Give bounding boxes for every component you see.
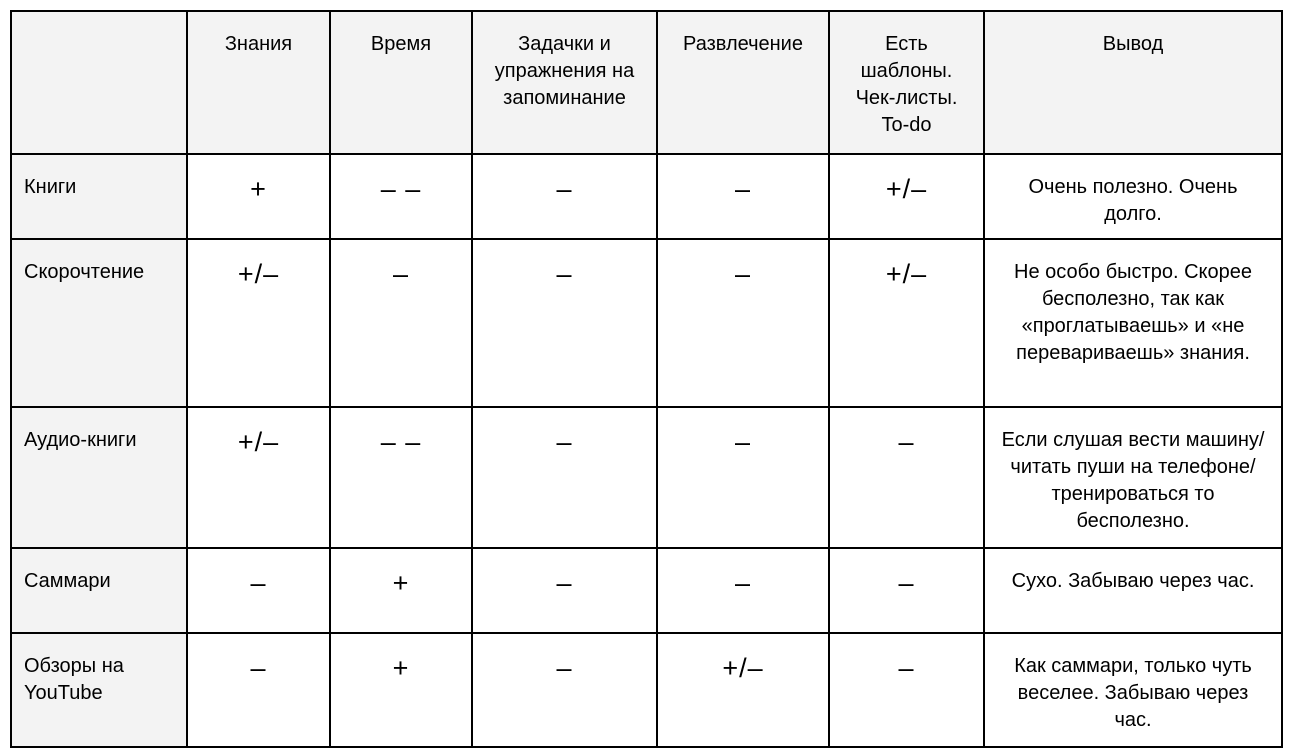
rating-cell: – xyxy=(472,407,657,548)
comparison-table-wrapper xyxy=(10,10,1283,748)
rating-cell: – xyxy=(657,407,829,548)
row-label: Аудио-книги xyxy=(11,407,187,548)
rating-cell: – – xyxy=(330,154,472,239)
rating-cell: – xyxy=(472,633,657,747)
table-row-speed-reading xyxy=(11,239,1282,407)
rating-cell: – xyxy=(472,239,657,407)
rating-cell: +/– xyxy=(187,407,330,548)
rating-cell: +/– xyxy=(657,633,829,747)
conclusion-cell: Сухо. Забываю через час. xyxy=(984,548,1282,633)
rating-cell: – xyxy=(187,548,330,633)
rating-cell: + xyxy=(330,633,472,747)
rating-cell: – – xyxy=(330,407,472,548)
rating-cell: – xyxy=(829,407,984,548)
header-corner-cell xyxy=(11,11,187,154)
row-label: Саммари xyxy=(11,548,187,633)
rating-cell: +/– xyxy=(187,239,330,407)
conclusion-cell: Как саммари, только чуть веселее. Забываю через час. xyxy=(984,633,1282,747)
rating-cell: – xyxy=(657,239,829,407)
rating-cell: – xyxy=(472,154,657,239)
rating-cell: – xyxy=(187,633,330,747)
conclusion-cell: Если слушая вести машину/читать пуши на телефоне/тренироваться то бесполезно. xyxy=(984,407,1282,548)
rating-cell: + xyxy=(187,154,330,239)
row-label: Скорочтение xyxy=(11,239,187,407)
header-conclusion: Вывод xyxy=(984,11,1282,154)
rating-cell: + xyxy=(330,548,472,633)
rating-cell: – xyxy=(657,154,829,239)
rating-cell: – xyxy=(657,548,829,633)
table-row-audiobooks xyxy=(11,407,1282,548)
rating-cell: +/– xyxy=(829,154,984,239)
rating-cell: – xyxy=(829,548,984,633)
table-row-books xyxy=(11,154,1282,239)
row-label: Книги xyxy=(11,154,187,239)
row-label: Обзоры на YouTube xyxy=(11,633,187,747)
header-time: Время xyxy=(330,11,472,154)
header-templates: Есть шаблоны. Чек-листы. To-do xyxy=(829,11,984,154)
table-row-summaries xyxy=(11,548,1282,633)
conclusion-cell: Не особо быстро. Скорее бесполезно, так как «проглатываешь» и «не перевариваешь» знания. xyxy=(984,239,1282,407)
header-entertainment: Развлечение xyxy=(657,11,829,154)
comparison-table xyxy=(10,10,1283,748)
header-exercises: Задачки и упражнения на запоминание xyxy=(472,11,657,154)
header-knowledge: Знания xyxy=(187,11,330,154)
rating-cell: – xyxy=(472,548,657,633)
table-row-youtube-reviews xyxy=(11,633,1282,747)
rating-cell: – xyxy=(829,633,984,747)
header-row xyxy=(11,11,1282,154)
rating-cell: +/– xyxy=(829,239,984,407)
rating-cell: – xyxy=(330,239,472,407)
conclusion-cell: Очень полезно. Очень долго. xyxy=(984,154,1282,239)
